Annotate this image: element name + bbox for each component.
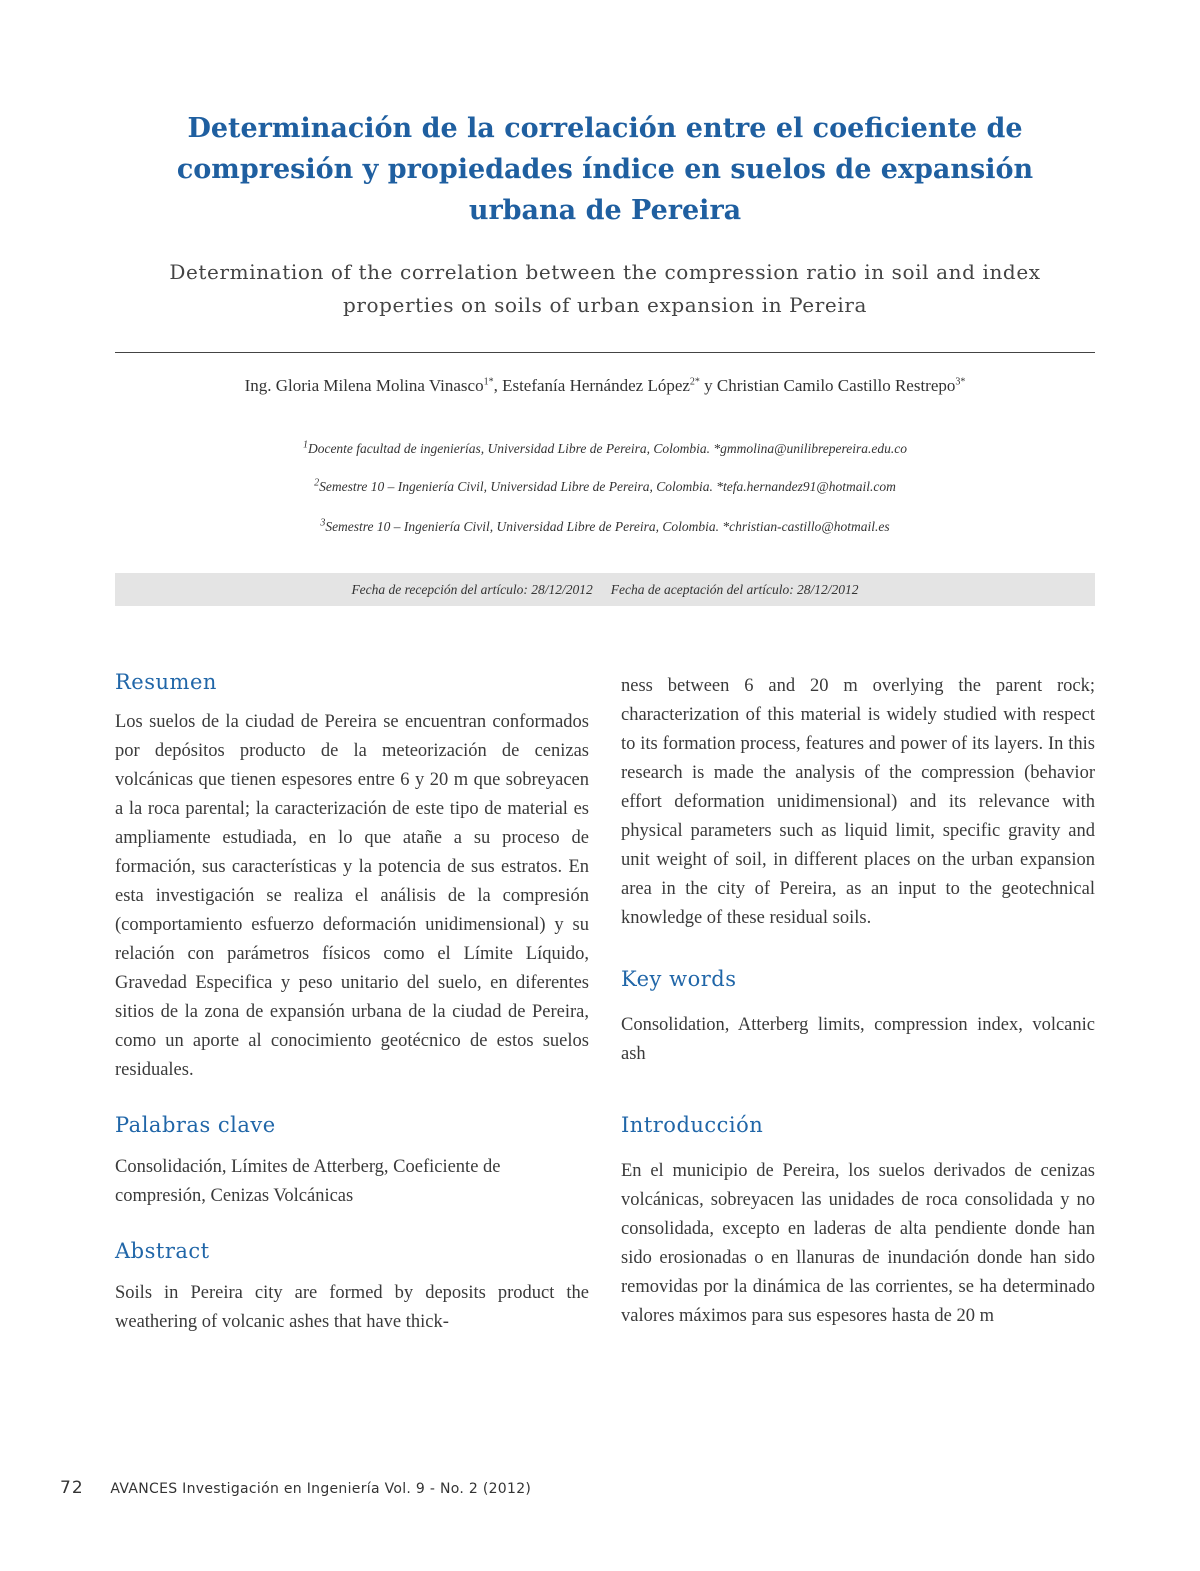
affiliation-3-mark: 3 bbox=[320, 517, 326, 529]
affiliation-2 bbox=[115, 479, 1095, 495]
resumen-text: Los suelos de la ciudad de Pereira se encuentran conformados por depósitos producto de la meteorización de cenizas volcánicas que tienen espesores entre 6 y 20 m que sobreyacen a la roca parental; la caracterización de este tipo de material es ampliamente estudiada, en lo que atañe a su proceso de formación, sus características y la potencia de sus estratos. En esta investigación se realiza el análisis de la compresión (comportamiento esfuerzo deformación unidimensional) y su relación con parámetros físicos como el Límite Líquido, Gravedad Especifica y peso unitario del suelo, en diferentes sitios de la zona de expansión urbana de la ciudad de Pereira, como un aporte al conocimiento geotécnico de estos suelos residuales. bbox=[115, 712, 589, 1080]
title-line-2: compresión y propiedades índice en suelos de expansión bbox=[176, 154, 1034, 185]
received-date: Fecha de recepción del artículo: 28/12/2012 bbox=[351, 581, 593, 597]
subtitle-line-1: Determination of the correlation between the compression ratio in soil and index bbox=[169, 260, 1041, 284]
article-title bbox=[115, 108, 1095, 231]
dates-bar bbox=[115, 573, 1095, 606]
abstract-heading: Abstract bbox=[115, 1239, 210, 1263]
keywords-heading: Key words bbox=[621, 967, 737, 991]
accepted-date: Fecha de aceptación del artículo: 28/12/2012 bbox=[610, 581, 859, 597]
author-2: , Estefanía Hernández López bbox=[493, 376, 690, 395]
author-1-mark: 1* bbox=[483, 376, 494, 388]
subtitle-line-2: properties on soils of urban expansion in Pereira bbox=[342, 293, 868, 317]
affiliation-3-text: Semestre 10 – Ingeniería Civil, Universidad Libre de Pereira, Colombia. *christian-castillo@hotmail.es bbox=[325, 519, 890, 534]
keywords-text: Consolidation, Atterberg limits, compression index, volcanic ash bbox=[621, 1015, 1095, 1064]
affiliation-1 bbox=[115, 441, 1095, 457]
affiliation-1-mark: 1 bbox=[302, 439, 308, 451]
introduccion-text: En el municipio de Pereira, los suelos derivados de cenizas volcánicas, sobreyacen las unidades de roca consolidada y no consolidada, excepto en laderas de alta pendiente donde han sido erosionadas o en llanuras de inundación donde han sido removidas por la dinámica de las corrientes, se ha determinado valores máximos para sus espesores hasta de 20 m bbox=[621, 1161, 1095, 1326]
abstract-text-continued: ness between 6 and 20 m overlying the parent rock; characterization of this material is widely studied with respect to its formation process, features and power of its layers. In this research is made the analysis of the compression (behavior effort deformation unidimensional) and its relevance with physical parameters such as liquid limit, specific gravity and unit weight of soil, in different places on the urban expansion area in the city of Pereira, as an input to the geotechnical knowledge of these residual soils. bbox=[621, 676, 1095, 928]
introduccion-heading: Introducción bbox=[621, 1113, 764, 1137]
left-column bbox=[115, 670, 589, 1337]
abstract-text-start: Soils in Pereira city are formed by deposits product the weathering of volcanic ashes that have thick- bbox=[115, 1283, 589, 1332]
title-divider bbox=[115, 352, 1095, 353]
affiliation-2-mark: 2 bbox=[314, 477, 320, 489]
author-2-mark: 2* bbox=[689, 376, 700, 388]
author-1: Ing. Gloria Milena Molina Vinasco bbox=[244, 376, 484, 395]
author-3: y Christian Camilo Castillo Restrepo bbox=[699, 376, 956, 395]
right-column bbox=[621, 670, 1095, 1331]
page-footer bbox=[60, 1478, 531, 1498]
author-list bbox=[115, 376, 1095, 396]
affiliation-3 bbox=[115, 519, 1095, 535]
affiliation-1-text: Docente facultad de ingenierías, Universidad Libre de Pereira, Colombia. *gmmolina@unilibrepereira.edu.co bbox=[307, 441, 908, 456]
page-number: 72 bbox=[60, 1478, 84, 1498]
english-title bbox=[115, 256, 1095, 322]
title-line-1: Determinación de la correlación entre el coeficiente de bbox=[187, 113, 1023, 144]
title-line-3: urbana de Pereira bbox=[468, 195, 742, 226]
journal-citation: AVANCES Investigación en Ingeniería Vol. 9 - No. 2 (2012) bbox=[110, 1481, 532, 1497]
palabras-clave-text: Consolidación, Límites de Atterberg, Coeficiente de compresión, Cenizas Volcánicas bbox=[115, 1157, 501, 1206]
palabras-clave-heading: Palabras clave bbox=[115, 1113, 276, 1137]
author-3-mark: 3* bbox=[955, 376, 966, 388]
affiliation-2-text: Semestre 10 – Ingeniería Civil, Universidad Libre de Pereira, Colombia. *tefa.hernandez91@hotmail.com bbox=[319, 479, 896, 494]
resumen-heading: Resumen bbox=[115, 670, 217, 694]
